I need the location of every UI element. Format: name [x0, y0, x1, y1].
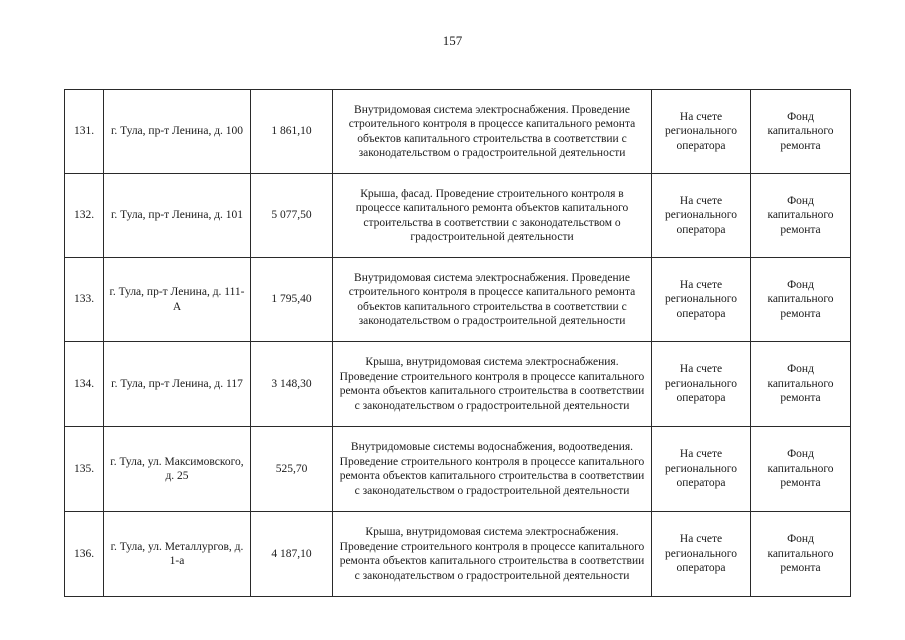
fund-cell: Фонд капитального ремонта [751, 258, 851, 342]
funding-account-cell: На счете регионального оператора [652, 427, 751, 512]
funding-account-cell: На счете регионального оператора [652, 258, 751, 342]
address-cell: г. Тула, пр-т Ленина, д. 111-А [104, 258, 251, 342]
address-cell: г. Тула, ул. Максимовского, д. 25 [104, 427, 251, 512]
funding-account-cell: На счете регионального оператора [652, 90, 751, 174]
cost-cell: 525,70 [251, 427, 333, 512]
table-row [65, 342, 851, 427]
table-row [65, 512, 851, 597]
fund-cell: Фонд капитального ремонта [751, 427, 851, 512]
funding-account-cell: На счете регионального оператора [652, 174, 751, 258]
address-cell: г. Тула, пр-т Ленина, д. 101 [104, 174, 251, 258]
fund-cell: Фонд капитального ремонта [751, 90, 851, 174]
work-description-cell: Крыша, фасад. Проведение строительного контроля в процессе капитального ремонта объектов капитального строительства в соответствии с законодательством о градостроительной деятельности [333, 174, 652, 258]
row-number-cell: 133. [65, 258, 104, 342]
row-number-cell: 136. [65, 512, 104, 597]
row-number-cell: 135. [65, 427, 104, 512]
table-row [65, 427, 851, 512]
cost-cell: 1 861,10 [251, 90, 333, 174]
table-row [65, 258, 851, 342]
address-cell: г. Тула, пр-т Ленина, д. 117 [104, 342, 251, 427]
cost-cell: 3 148,30 [251, 342, 333, 427]
address-cell: г. Тула, пр-т Ленина, д. 100 [104, 90, 251, 174]
page-number: 157 [442, 33, 463, 48]
fund-cell: Фонд капитального ремонта [751, 342, 851, 427]
work-description-cell: Внутридомовая система электроснабжения. Проведение строительного контроля в процессе капитального ремонта объектов капитального строительства в соответствии с законодательством о градостроительной деятельности [333, 258, 652, 342]
address-cell: г. Тула, ул. Металлургов, д. 1-а [104, 512, 251, 597]
fund-cell: Фонд капитального ремонта [751, 512, 851, 597]
row-number-cell: 132. [65, 174, 104, 258]
work-description-cell: Внутридомовые системы водоснабжения, водоотведения. Проведение строительного контроля в процессе капитального ремонта объектов капитального строительства в соответствии с законодательством о градостроительной деятельности [333, 427, 652, 512]
row-number-cell: 131. [65, 90, 104, 174]
funding-account-cell: На счете регионального оператора [652, 512, 751, 597]
cost-cell: 1 795,40 [251, 258, 333, 342]
work-description-cell: Внутридомовая система электроснабжения. Проведение строительного контроля в процессе капитального ремонта объектов капитального строительства в соответствии с законодательством о градостроительной деятельности [333, 90, 652, 174]
table-row [65, 174, 851, 258]
row-number-cell: 134. [65, 342, 104, 427]
work-description-cell: Крыша, внутридомовая система электроснабжения. Проведение строительного контроля в процессе капитального ремонта объектов капитального строительства в соответствии с законодательством о градостроительной деятельности [333, 342, 652, 427]
cost-cell: 4 187,10 [251, 512, 333, 597]
funding-account-cell: На счете регионального оператора [652, 342, 751, 427]
cost-cell: 5 077,50 [251, 174, 333, 258]
repair-registry-table [64, 89, 851, 597]
table-row [65, 90, 851, 174]
fund-cell: Фонд капитального ремонта [751, 174, 851, 258]
work-description-cell: Крыша, внутридомовая система электроснабжения. Проведение строительного контроля в процессе капитального ремонта объектов капитального строительства в соответствии с законодательством о градостроительной деятельности [333, 512, 652, 597]
